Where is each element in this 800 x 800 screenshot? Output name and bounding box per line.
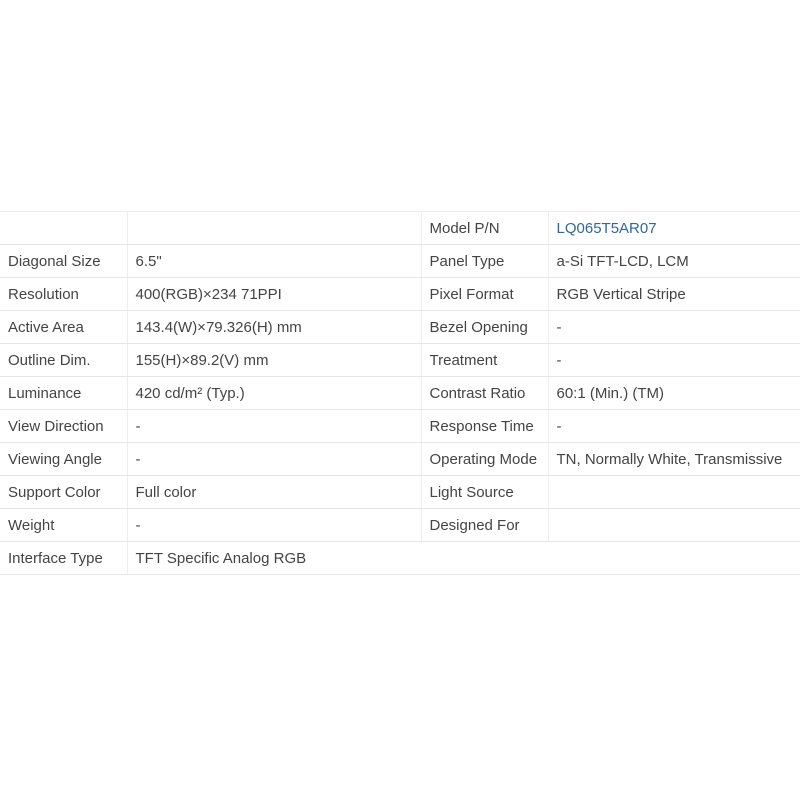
table-row xyxy=(0,212,800,245)
spec-value: 60:1 (Min.) (TM) xyxy=(548,377,800,410)
spec-label: Resolution xyxy=(0,278,127,311)
spec-label: Light Source xyxy=(421,476,548,509)
spec-value: 420 cd/m² (Typ.) xyxy=(127,377,421,410)
spec-value: - xyxy=(548,311,800,344)
table-row xyxy=(0,278,800,311)
empty-cell xyxy=(0,212,127,245)
spec-label: Outline Dim. xyxy=(0,344,127,377)
spec-value: a-Si TFT-LCD, LCM xyxy=(548,245,800,278)
spec-value: TFT Specific Analog RGB xyxy=(127,542,421,575)
spec-value: 155(H)×89.2(V) mm xyxy=(127,344,421,377)
spec-label: Weight xyxy=(0,509,127,542)
spec-label: Panel Type xyxy=(421,245,548,278)
spec-value: RGB Vertical Stripe xyxy=(548,278,800,311)
model-number-link[interactable]: LQ065T5AR07 xyxy=(548,212,800,245)
spec-value: 400(RGB)×234 71PPI xyxy=(127,278,421,311)
table-row xyxy=(0,410,800,443)
spec-value: - xyxy=(127,509,421,542)
spec-label: Designed For xyxy=(421,509,548,542)
spec-value: - xyxy=(127,410,421,443)
spec-value: - xyxy=(548,344,800,377)
spec-label: Response Time xyxy=(421,410,548,443)
spec-value xyxy=(548,476,800,509)
spec-value: 6.5" xyxy=(127,245,421,278)
table-row xyxy=(0,476,800,509)
spec-label: Luminance xyxy=(0,377,127,410)
spec-label: Interface Type xyxy=(0,542,127,575)
spec-value xyxy=(548,509,800,542)
spec-value: - xyxy=(127,443,421,476)
empty-cell xyxy=(548,542,800,575)
spec-label: Active Area xyxy=(0,311,127,344)
empty-cell xyxy=(127,212,421,245)
table-row xyxy=(0,509,800,542)
table-row xyxy=(0,344,800,377)
spec-value: TN, Normally White, Transmissive xyxy=(548,443,800,476)
table-row xyxy=(0,377,800,410)
spec-table xyxy=(0,211,800,575)
table-row xyxy=(0,542,800,575)
spec-label: Viewing Angle xyxy=(0,443,127,476)
spec-label: Contrast Ratio xyxy=(421,377,548,410)
spec-label: Diagonal Size xyxy=(0,245,127,278)
spec-label: Model P/N xyxy=(421,212,548,245)
spec-value: Full color xyxy=(127,476,421,509)
table-row xyxy=(0,245,800,278)
table-row xyxy=(0,443,800,476)
spec-label: View Direction xyxy=(0,410,127,443)
spec-label: Support Color xyxy=(0,476,127,509)
spec-label: Bezel Opening xyxy=(421,311,548,344)
spec-label: Operating Mode xyxy=(421,443,548,476)
spec-label: Treatment xyxy=(421,344,548,377)
empty-cell xyxy=(421,542,548,575)
spec-value: - xyxy=(548,410,800,443)
table-row xyxy=(0,311,800,344)
spec-label: Pixel Format xyxy=(421,278,548,311)
spec-value: 143.4(W)×79.326(H) mm xyxy=(127,311,421,344)
